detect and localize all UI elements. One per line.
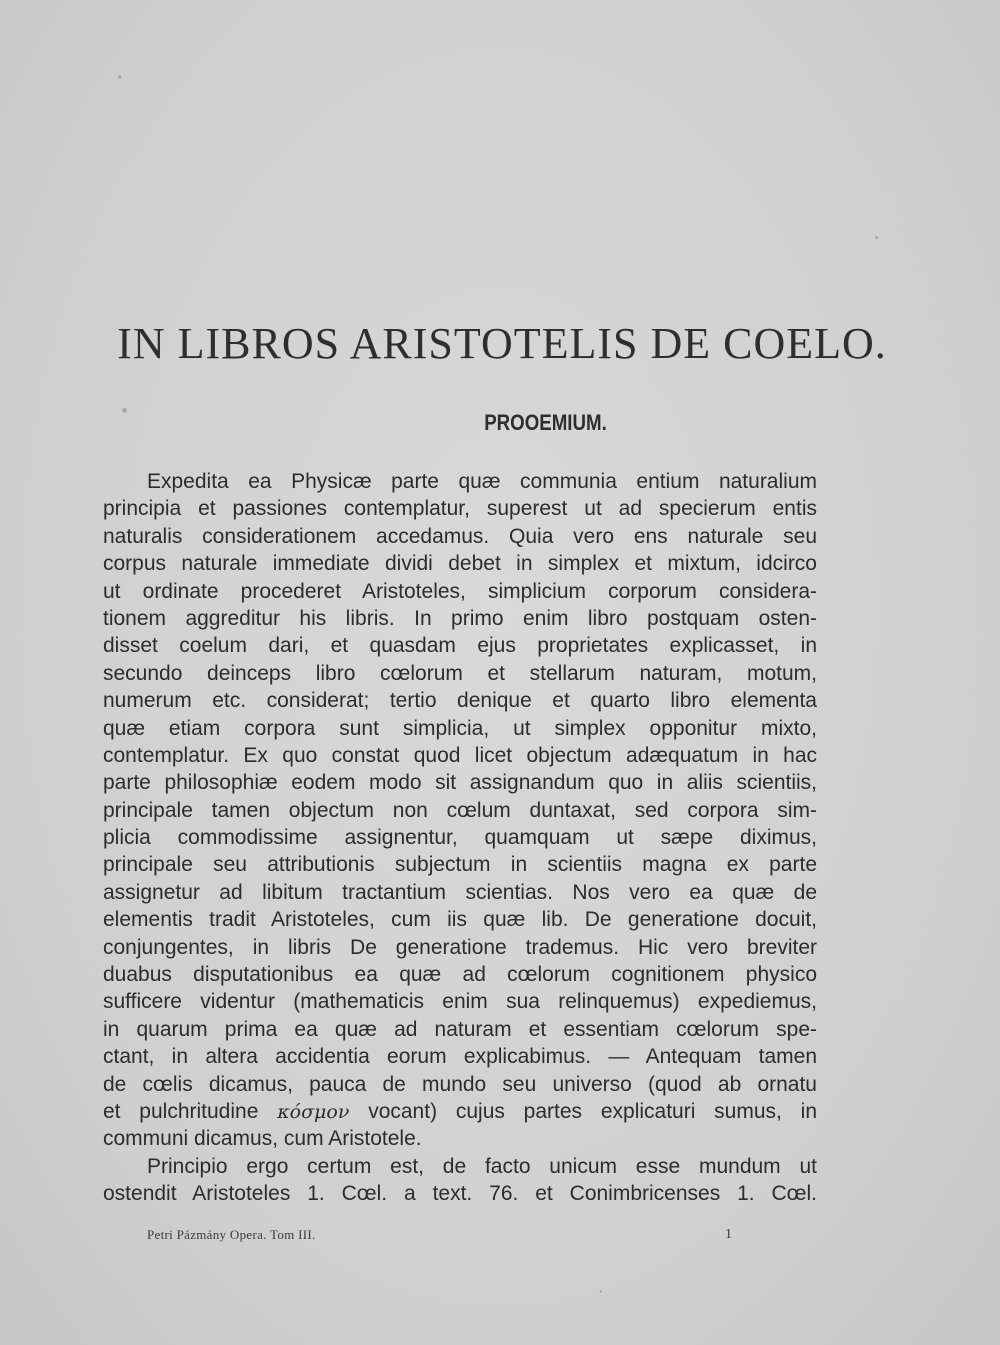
text-segment: vocant) cujus partes explicaturi sumus, in [349,1099,817,1123]
text-line: quæ etiam corpora sunt simplicia, ut simplex opponitur mixto, [103,716,817,740]
text-line: sufficere videntur (mathematicis enim sua relinquemus) expediemus, [103,990,817,1014]
text-line: ut ordinate procederet Aristoteles, simplicium corporum considera- [103,579,817,603]
text-line: Expedita ea Physicæ parte quæ communia entium naturalium [147,470,817,493]
text-line: communi dicamus, cum Aristotele. [103,1127,422,1151]
text-line [103,1098,817,1125]
text-line: assignetur ad libitum tractantium scientias. Nos vero ea quæ de [103,880,817,904]
text-line: elementis tradit Aristoteles, cum iis quæ lib. De generatione docuit, [103,908,817,932]
text-line: in quarum prima ea quæ ad naturam et essentiam cœlorum spe- [103,1017,817,1041]
text-line: disset coelum dari, et quasdam ejus proprietates explicasset, in [103,634,817,658]
text-line: secundo deinceps libro cœlorum et stellarum naturam, motum, [103,661,817,685]
text-line: contemplatur. Ex quo constat quod licet objectum adæquatum in hac [103,743,817,767]
greek-word: κόσμον [277,1100,350,1123]
text-line: plicia commodissime assignentur, quamquam ut sæpe diximus, [103,826,817,850]
text-line: Principio ergo certum est, de facto unicum esse mundum ut [147,1154,817,1178]
page-number: 1 [725,1227,732,1242]
text-line: principia et passiones contemplatur, superest ut ad specierum entis [103,497,817,521]
text-line: numerum etc. considerat; tertio denique et quarto libro elementa [103,689,817,713]
text-line: parte philosophiæ eodem modo sit assignandum quo in aliis scientiis, [103,771,817,795]
scan-speck [600,1290,602,1293]
scan-speck [118,75,121,79]
text-line: corpus naturale immediate dividi debet in simplex et mixtum, idcirco [103,552,817,576]
text-line: de cœlis dicamus, pauca de mundo seu universo (quod ab ornatu [103,1072,817,1096]
text-line: principale tamen objectum non cœlum duntaxat, sed corpora sim- [103,798,817,822]
section-heading: PROOEMIUM. [484,410,607,435]
text-line: ostendit Aristoteles 1. Cœl. a text. 76. et Conimbricenses 1. Cœl. [103,1182,817,1206]
scan-speck [875,236,878,239]
text-line: conjungentes, in libris De generatione trademus. Hic vero breviter [103,935,817,959]
body-text [103,468,817,1208]
text-line: principale seu attributionis subjectum in scientiis magna ex parte [103,853,817,877]
text-line: naturalis considerationem accedamus. Quia vero ens naturale seu [103,524,817,548]
page-title: IN LIBROS ARISTOTELIS DE COELO. [117,319,887,368]
footer-signature: Petri Pázmány Opera. Tom III. [147,1227,316,1242]
text-segment: et pulchritudine [103,1099,278,1123]
text-line: duabus disputationibus ea quæ ad cœlorum cognitionem physico [103,963,817,987]
text-line: ctant, in altera accidentia eorum explicabimus. — Antequam tamen [103,1045,817,1069]
text-line: tionem aggreditur his libris. In primo enim libro postquam osten- [103,606,817,630]
